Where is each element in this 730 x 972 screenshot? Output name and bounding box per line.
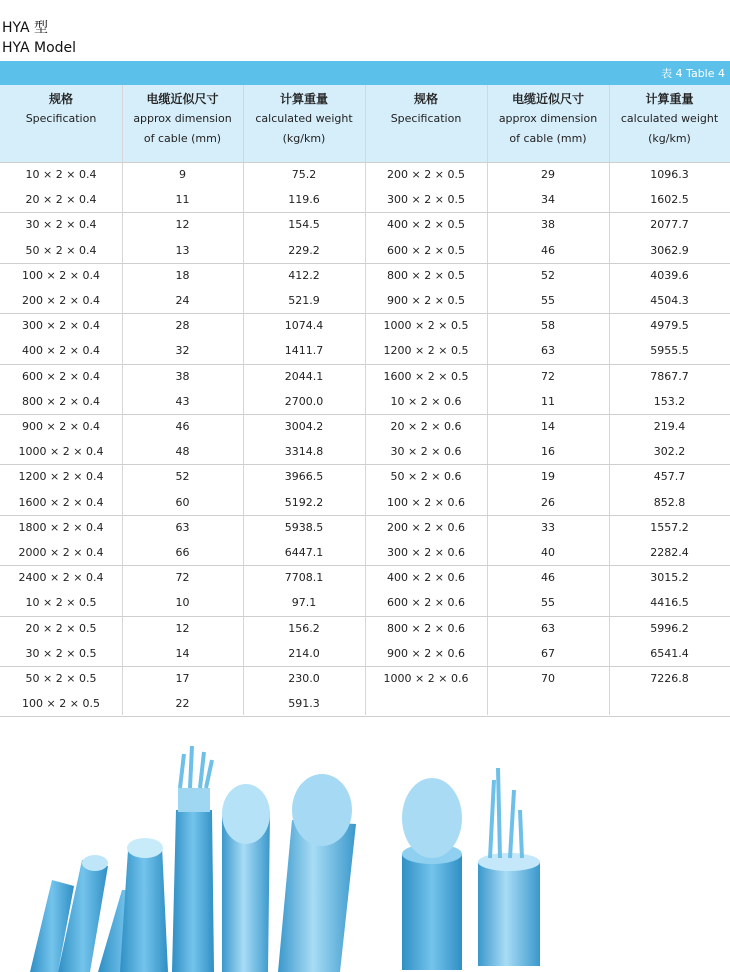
page-titles xyxy=(2,18,76,58)
table-cell: 28 xyxy=(175,319,190,332)
row-divider xyxy=(0,414,730,415)
table-cell: 30 × 2 × 0.6 xyxy=(390,445,462,458)
row-divider xyxy=(0,464,730,465)
table-cell: 7226.8 xyxy=(650,672,689,685)
table-cell: 1200 × 2 × 0.4 xyxy=(18,470,104,483)
table-cell: 3062.9 xyxy=(650,244,689,257)
header-en2: of cable (mm) xyxy=(509,132,587,145)
table-cell: 32 xyxy=(175,344,190,357)
table-cell: 2077.7 xyxy=(650,218,689,231)
table-cell: 1200 × 2 × 0.5 xyxy=(383,344,469,357)
table-cell: 600 × 2 × 0.4 xyxy=(22,370,100,383)
table-cell: 75.2 xyxy=(291,168,317,181)
table-cell: 19 xyxy=(541,470,555,483)
header-en2: (kg/km) xyxy=(282,132,326,145)
cable-group-left xyxy=(30,746,356,972)
table-cell: 60 xyxy=(175,496,190,509)
table-cell: 2400 × 2 × 0.4 xyxy=(18,571,104,584)
table-cell: 70 xyxy=(541,672,555,685)
table-cell: 100 × 2 × 0.4 xyxy=(22,269,100,282)
table-cell: 46 xyxy=(175,420,190,433)
model-title-en: HYA Model xyxy=(2,40,77,56)
table-cell: 219.4 xyxy=(653,420,686,433)
table-cell: 457.7 xyxy=(653,470,686,483)
table-cell: 1000 × 2 × 0.5 xyxy=(383,319,469,332)
header-en2: (kg/km) xyxy=(648,132,691,145)
table-cell: 4979.5 xyxy=(650,319,689,332)
table-cell: 200 × 2 × 0.6 xyxy=(387,521,465,534)
header-cn: 规格 xyxy=(48,92,73,106)
table-cell: 1600 × 2 × 0.5 xyxy=(383,370,469,383)
table-cell: 3314.8 xyxy=(284,445,324,458)
column-header xyxy=(609,89,730,149)
table-cell: 100 × 2 × 0.6 xyxy=(387,496,465,509)
table-cell: 591.3 xyxy=(288,697,320,710)
table-cell: 17 xyxy=(175,672,190,685)
table-cell: 12 xyxy=(175,218,190,231)
table-cell: 5938.5 xyxy=(284,521,324,534)
table-cell: 229.2 xyxy=(288,244,320,257)
table-cell: 900 × 2 × 0.4 xyxy=(22,420,100,433)
table-cell: 900 × 2 × 0.5 xyxy=(387,294,465,307)
table-cell: 5192.2 xyxy=(284,496,324,509)
table-cell: 11 xyxy=(175,193,190,206)
table-cell: 9 xyxy=(179,168,186,181)
table-cell: 600 × 2 × 0.6 xyxy=(387,596,465,609)
cable-group-right xyxy=(402,768,540,970)
header-en1: calculated weight xyxy=(255,112,353,125)
table-cell: 30 × 2 × 0.5 xyxy=(25,647,97,660)
row-divider xyxy=(0,212,730,213)
table-cell: 154.5 xyxy=(288,218,320,231)
header-en1: approx dimension xyxy=(498,112,598,125)
table-cell: 1000 × 2 × 0.4 xyxy=(18,445,104,458)
table-cell: 52 xyxy=(541,269,555,282)
table-cell: 14 xyxy=(541,420,555,433)
table-cell: 11 xyxy=(541,395,555,408)
row-divider xyxy=(0,263,730,264)
table-cell: 4039.6 xyxy=(650,269,689,282)
table-cell: 3004.2 xyxy=(284,420,324,433)
table-cell: 6541.4 xyxy=(650,647,689,660)
table-cell: 10 xyxy=(175,596,190,609)
table-number-label: 表 4 Table 4 xyxy=(661,67,725,80)
table-cell: 300 × 2 × 0.5 xyxy=(387,193,465,206)
row-divider xyxy=(0,666,730,667)
table-cell: 16 xyxy=(541,445,555,458)
table-cell: 521.9 xyxy=(288,294,320,307)
model-title-cn: HYA 型 xyxy=(2,20,49,36)
table-cell: 40 xyxy=(541,546,555,559)
table-cell: 400 × 2 × 0.5 xyxy=(387,218,465,231)
table-cell: 43 xyxy=(175,395,190,408)
table-cell: 852.8 xyxy=(653,496,686,509)
row-divider xyxy=(0,364,730,365)
table-cell: 600 × 2 × 0.5 xyxy=(387,244,465,257)
row-divider xyxy=(0,515,730,516)
table-cell: 300 × 2 × 0.4 xyxy=(22,319,100,332)
table-cell: 156.2 xyxy=(288,622,320,635)
table-cell: 200 × 2 × 0.5 xyxy=(387,168,465,181)
table-cell: 2282.4 xyxy=(650,546,689,559)
table-cell: 50 × 2 × 0.4 xyxy=(25,244,97,257)
table-cell: 20 × 2 × 0.5 xyxy=(25,622,97,635)
header-en1: calculated weight xyxy=(620,112,719,125)
header-cn: 计算重量 xyxy=(645,92,694,106)
table-cell: 33 xyxy=(541,521,555,534)
column-header xyxy=(0,89,122,129)
table-cell: 50 × 2 × 0.5 xyxy=(25,672,97,685)
table-cell: 26 xyxy=(541,496,555,509)
row-divider xyxy=(0,616,730,617)
header-en1: Specification xyxy=(390,112,462,125)
table-cell: 3966.5 xyxy=(284,470,324,483)
table-cell: 800 × 2 × 0.4 xyxy=(22,395,100,408)
table-cell: 1600 × 2 × 0.4 xyxy=(18,496,104,509)
table-cell: 38 xyxy=(541,218,555,231)
table-cell: 1557.2 xyxy=(650,521,689,534)
header-cn: 规格 xyxy=(413,92,438,106)
table-cell: 800 × 2 × 0.6 xyxy=(387,622,465,635)
table-cell: 34 xyxy=(541,193,555,206)
table-cell: 302.2 xyxy=(653,445,686,458)
table-cell: 800 × 2 × 0.5 xyxy=(387,269,465,282)
table-cell: 46 xyxy=(541,571,555,584)
column-header xyxy=(365,89,487,129)
row-divider xyxy=(0,162,730,163)
header-cn: 电缆近似尺寸 xyxy=(146,92,219,106)
table-cell: 412.2 xyxy=(288,269,320,282)
table-cell: 3015.2 xyxy=(650,571,689,584)
row-divider xyxy=(0,313,730,314)
table-cell: 55 xyxy=(541,294,555,307)
table-cell: 5955.5 xyxy=(650,344,689,357)
table-cell: 55 xyxy=(541,596,555,609)
column-header xyxy=(487,89,609,149)
table-cell: 67 xyxy=(541,647,555,660)
table-cell: 7708.1 xyxy=(284,571,324,584)
table-cell: 63 xyxy=(175,521,190,534)
table-cell: 20 × 2 × 0.6 xyxy=(390,420,462,433)
table-cell: 2044.1 xyxy=(284,370,324,383)
table-cell: 7867.7 xyxy=(650,370,689,383)
row-divider xyxy=(0,565,730,566)
table-cell: 1800 × 2 × 0.4 xyxy=(18,521,104,534)
table-cell: 400 × 2 × 0.6 xyxy=(387,571,465,584)
table-cell: 38 xyxy=(175,370,190,383)
table-cell: 1000 × 2 × 0.6 xyxy=(383,672,469,685)
table-cell: 58 xyxy=(541,319,555,332)
table-cell: 72 xyxy=(541,370,555,383)
table-cell: 72 xyxy=(175,571,190,584)
table-cell: 10 × 2 × 0.6 xyxy=(390,395,462,408)
table-cell: 66 xyxy=(175,546,190,559)
table-cell: 10 × 2 × 0.4 xyxy=(25,168,97,181)
table-cell: 400 × 2 × 0.4 xyxy=(22,344,100,357)
table-cell: 63 xyxy=(541,622,555,635)
table-cell: 4416.5 xyxy=(650,596,689,609)
table-cell: 29 xyxy=(541,168,555,181)
table-cell: 63 xyxy=(541,344,555,357)
table-cell: 300 × 2 × 0.6 xyxy=(387,546,465,559)
table-cell: 22 xyxy=(175,697,190,710)
header-cn: 电缆近似尺寸 xyxy=(511,92,584,106)
header-cn: 计算重量 xyxy=(279,92,328,106)
table-cell: 1074.4 xyxy=(284,319,324,332)
cable-illustration xyxy=(0,740,730,972)
table-cell: 6447.1 xyxy=(284,546,324,559)
table-cell: 18 xyxy=(175,269,190,282)
column-header xyxy=(243,89,365,149)
table-cell: 214.0 xyxy=(288,647,320,660)
table-cell: 52 xyxy=(175,470,190,483)
row-divider xyxy=(0,716,730,717)
table-cell: 2000 × 2 × 0.4 xyxy=(18,546,104,559)
table-cell: 10 × 2 × 0.5 xyxy=(25,596,97,609)
table-cell: 24 xyxy=(175,294,190,307)
table-cell: 14 xyxy=(175,647,190,660)
table-cell: 12 xyxy=(175,622,190,635)
table-cell: 2700.0 xyxy=(284,395,324,408)
table-cell: 48 xyxy=(175,445,190,458)
table-cell: 13 xyxy=(175,244,190,257)
table-cell: 119.6 xyxy=(288,193,320,206)
table-cell: 50 × 2 × 0.6 xyxy=(390,470,462,483)
table-cell: 4504.3 xyxy=(650,294,689,307)
header-en1: Specification xyxy=(25,112,97,125)
table-cell: 1096.3 xyxy=(650,168,689,181)
header-en2: of cable (mm) xyxy=(143,132,222,145)
column-header xyxy=(122,89,243,149)
table-cell: 900 × 2 × 0.6 xyxy=(387,647,465,660)
table-cell: 97.1 xyxy=(291,596,317,609)
table-cell: 30 × 2 × 0.4 xyxy=(25,218,97,231)
table-cell: 153.2 xyxy=(653,395,686,408)
table-cell: 20 × 2 × 0.4 xyxy=(25,193,97,206)
table-cell: 1411.7 xyxy=(284,344,324,357)
table-cell: 230.0 xyxy=(288,672,320,685)
table-cell: 46 xyxy=(541,244,555,257)
table-cell: 5996.2 xyxy=(650,622,689,635)
header-en1: approx dimension xyxy=(133,112,232,125)
table-cell: 1602.5 xyxy=(650,193,689,206)
table-cell: 100 × 2 × 0.5 xyxy=(22,697,100,710)
table-cell: 200 × 2 × 0.4 xyxy=(22,294,100,307)
table-title-bar xyxy=(0,61,730,85)
